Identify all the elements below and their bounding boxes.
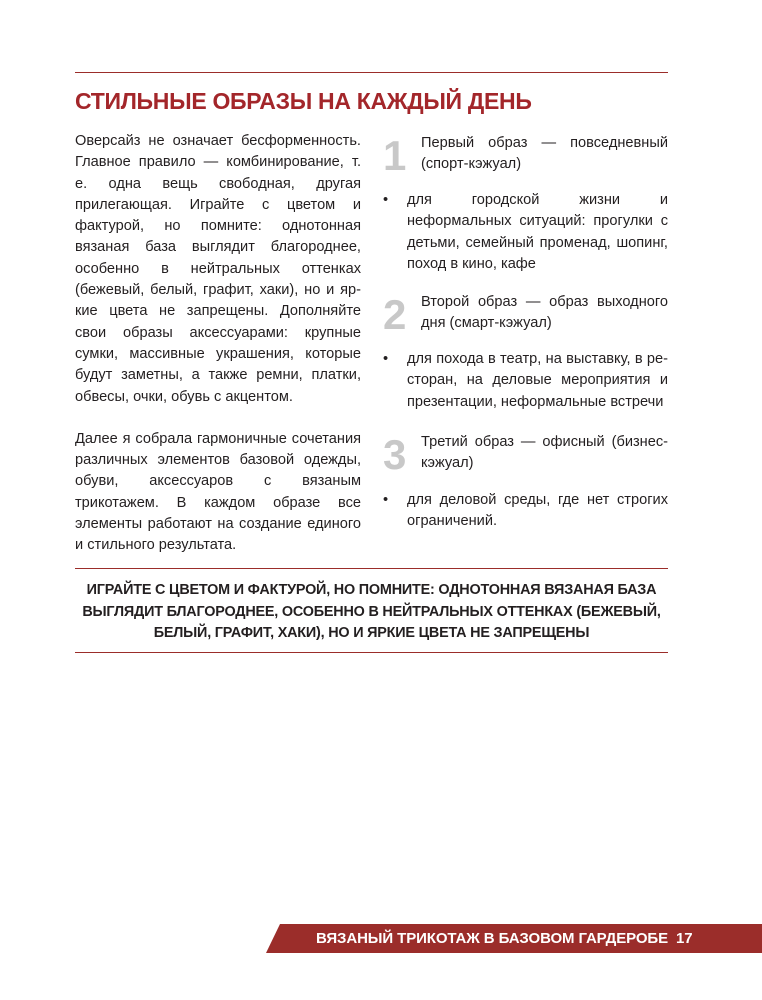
bullet-icon: • <box>383 351 389 367</box>
footer-banner <box>266 924 762 953</box>
look-description-text: для похода в театр, на выставку, в ресторан, на деловые мероприятия и презентации, неформальные встречи <box>407 351 668 410</box>
look-number: 2 <box>383 291 407 338</box>
pull-quote: ИГРАЙТЕ С ЦВЕТОМ И ФАКТУРОЙ, НО ПОМНИТЕ: ОДНОТОННАЯ ВЯЗАНАЯ БАЗА ВЫГЛЯДИТ БЛАГОРОДНЕЕ, ОСОБЕННО В НЕЙТРАЛЬНЫХ ОТТЕНКАХ (БЕЖЕВЫЙ, БЕЛЫЙ, ГРАФИТ, ХАКИ), НО И ЯРКИЕ ЦВЕТА НЕ ЗАПРЕЩЕНЫ <box>82 582 661 641</box>
book-title: ВЯЗАНЫЙ ТРИКОТАЖ В БАЗОВОМ ГАРДЕРОБЕ <box>316 930 668 947</box>
look-heading: Второй образ — образ выходного дня (смарт-кэжуал) <box>421 294 668 332</box>
intro-column <box>75 131 361 578</box>
page-number: 17 <box>675 930 693 947</box>
look-description-text: для городской жизни и неформальных ситуаций: прогулки с детьми, семейный променад, шопинг, поход в кино, кафе <box>407 192 668 272</box>
look-heading: Третий образ — офисный (бизнес- кэжуал) <box>421 434 668 472</box>
page-title: СТИЛЬНЫЕ ОБРАЗЫ НА КАЖДЫЙ ДЕНЬ <box>75 88 532 114</box>
look-number: 1 <box>383 132 407 179</box>
quote-bottom-divider <box>75 652 668 653</box>
quote-top-divider <box>75 568 668 569</box>
look-description <box>383 349 668 413</box>
footer-text <box>316 929 692 948</box>
bullet-icon: • <box>383 492 389 508</box>
bullet-icon: • <box>383 192 389 208</box>
top-divider <box>75 72 668 73</box>
look-description <box>383 190 668 275</box>
look-number: 3 <box>383 431 407 478</box>
look-description-text: для деловой среды, где нет строгих ограничений. <box>407 492 668 530</box>
look-description <box>383 490 668 533</box>
intro-paragraph: Оверсайз не означает бесформенность. Главное правило — комбинирование, т. е. одна вещь свободная, другая прилегающая. Играйте с цветом и фактурой, но помните: однотонная вязаная база выглядит благороднее, особенно в нейтральных оттенках (бежевый, белый, графит, хаки), но и яркие цвета не запрещены. Дополняйте свои образы аксессуарами: крупные сумки, массивные украшения, которые будут заметны, а также ремни, платки, обвесы, очки, обувь с акцентом. <box>75 133 361 405</box>
look-heading: Первый образ — повседневный (спорт-кэжуал) <box>421 135 668 173</box>
intro-paragraph: Далее я собрала гармоничные сочетания различных элементов базовой одежды, обуви, аксессуаров с вязаным трикотажем. В каждом образе все элементы работают на создание единого и стильного результата. <box>75 430 361 554</box>
